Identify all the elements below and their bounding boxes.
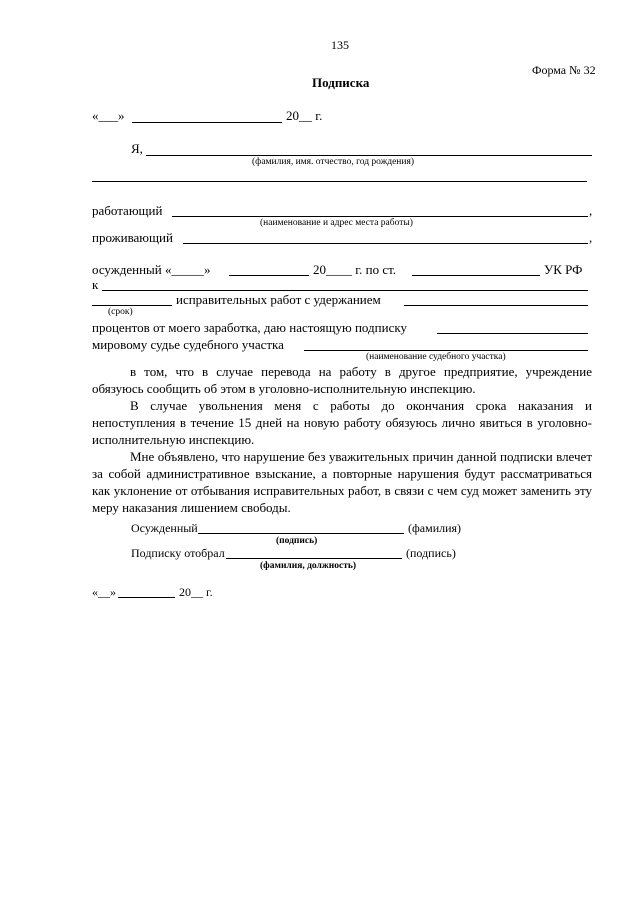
caption-fio: (фамилия, имя. отчество, год рождения) [252, 157, 415, 167]
criminal-code: УК РФ [544, 262, 583, 277]
sentence-line [102, 290, 588, 291]
caption-term: (срок) [108, 307, 133, 317]
sign-taken-line [226, 558, 402, 559]
sign-taken-suffix: (подпись) [406, 546, 456, 560]
percent-text: процентов от моего заработка, даю настоящую подписку [92, 320, 407, 335]
percent-line [437, 333, 588, 334]
working-line [172, 216, 588, 217]
convicted-year: 20____ г. по ст. [313, 262, 397, 277]
caption-name-position: (фамилия, должность) [260, 561, 357, 571]
living-line [183, 243, 588, 244]
caption-court: (наименование судебного участка) [366, 352, 506, 362]
form-label: Форма № 32 [532, 63, 596, 77]
sign-convicted-line [198, 533, 404, 534]
paragraph-warning: Мне объявлено, что нарушение без уважительных причин данной подписки влечет за собой административное взыскание, а повторные нарушения будут рассматриваться как уклонение от отбывания исправительных работ, в связи с чем суд может заменить эту меру наказания лишением свободы. [92, 449, 592, 515]
fio-continuation-line [92, 181, 587, 182]
ya-label: Я, [131, 141, 143, 156]
living-label: проживающий [92, 230, 173, 245]
sign-convicted-suffix: (фамилия) [408, 521, 462, 535]
date-year: 20__ г. [286, 108, 323, 123]
working-label: работающий [92, 203, 163, 218]
paragraph-dismissal: В случае увольнения меня с работы до окончания срока наказания и непоступления в течение 15 дней на новую работу обязуюсь лично явиться в уголовно-исполнительную инспекцию. [92, 398, 592, 447]
term-line [92, 305, 172, 306]
convicted-label: осужденный «_____» [92, 262, 211, 277]
fio-line [146, 155, 592, 156]
sign-convicted-label: Осужденный [131, 521, 198, 535]
document-title: Подписка [312, 75, 370, 90]
caption-signature: (подпись) [276, 536, 318, 546]
correction-text: исправительных работ с удержанием [176, 292, 381, 307]
judge-text: мировому судье судебного участка [92, 337, 284, 352]
date-day: «___» [92, 108, 125, 123]
k-label: к [92, 277, 99, 292]
date-month-line [132, 122, 282, 123]
bottom-date-day: «__» [92, 585, 116, 599]
deduction-line [404, 305, 588, 306]
article-line [412, 275, 540, 276]
paragraph-notice [92, 363, 592, 397]
paragraph-notice-first: в том, что в случае перевода на работу в другое предприятие, учреждение [130, 364, 592, 379]
bottom-date-year: 20__ г. [179, 585, 213, 599]
working-comma: , [589, 203, 593, 218]
caption-workplace: (наименование и адрес места работы) [260, 218, 413, 228]
court-line [304, 350, 588, 351]
sign-taken-label: Подписку отобрал [131, 546, 225, 560]
convicted-month-line [229, 275, 309, 276]
living-comma: , [589, 230, 593, 245]
bottom-date-month-line [118, 597, 175, 598]
paragraph-notice-rest: обязуюсь сообщить об этом в уголовно-исполнительную инспекцию. [92, 381, 476, 396]
page-number: 135 [331, 38, 349, 52]
